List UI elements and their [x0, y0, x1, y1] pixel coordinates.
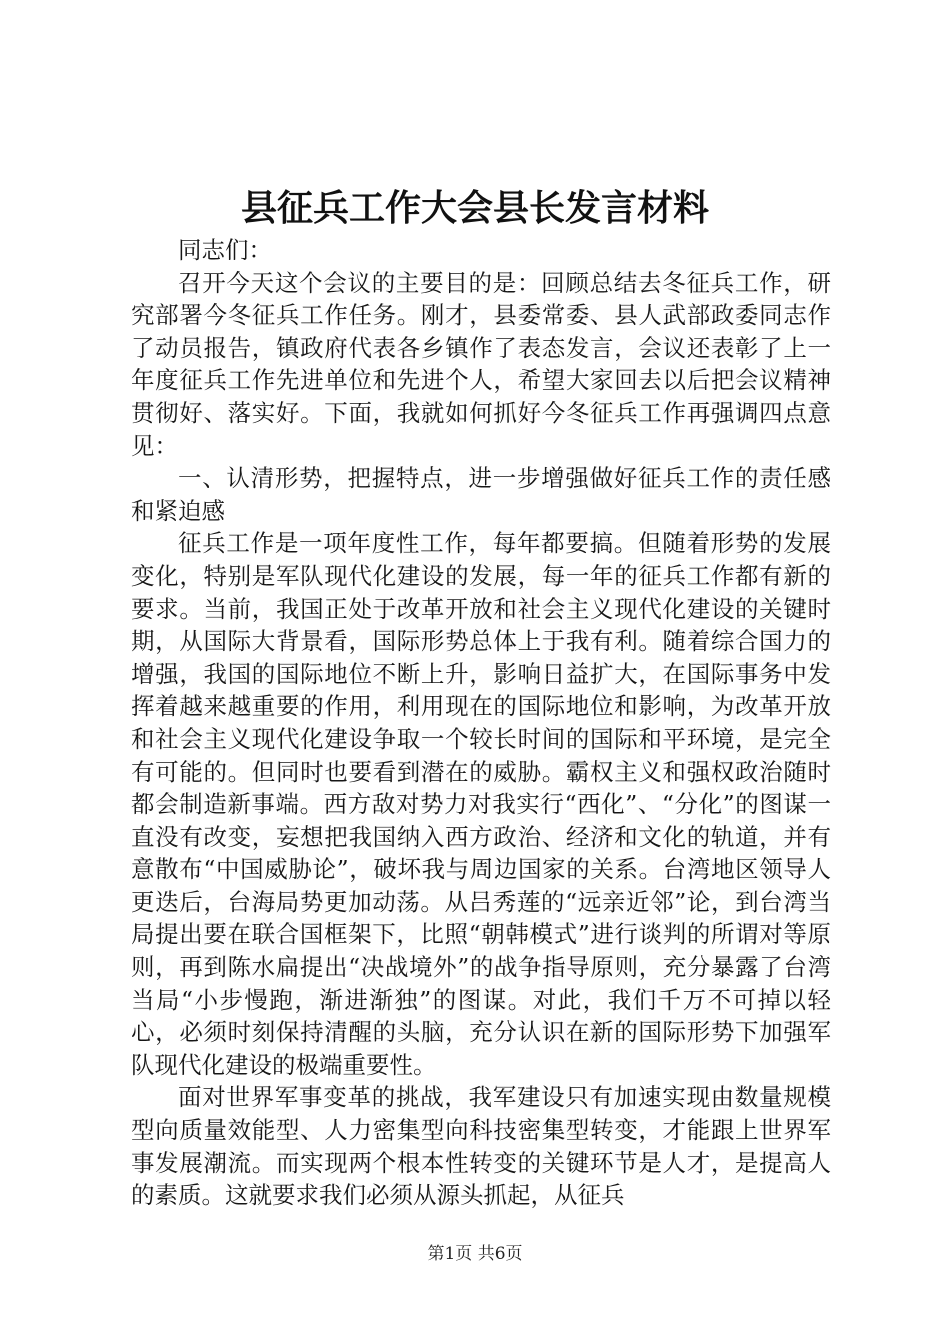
body-paragraph: 召开今天这个会议的主要目的是：回顾总结去冬征兵工作，研究部署今冬征兵工作任务。刚才，县委常委、县人武部政委同志作了动员报告，镇政府代表各乡镇作了表态发言，会议还表彰了上一年度征兵工作先进单位和先进个人，希望大家回去以后把会议精神贯彻好、落实好。下面，我就如何抓好今冬征兵工作再强调四点意见： — [131, 268, 831, 460]
document-title: 县征兵工作大会县长发言材料 — [240, 187, 709, 229]
page-number-footer: 第1页 共6页 — [427, 1244, 523, 1264]
body-paragraph: 征兵工作是一项年度性工作，每年都要搞。但随着形势的发展变化，特别是军队现代化建设的发展，每一年的征兵工作都有新的要求。当前，我国正处于改革开放和社会主义现代化建设的关键时期，从国际大背景看，国际形势总体上于我有利。随着综合国力的增强，我国的国际地位不断上升，影响日益扩大，在国际事务中发挥着越来越重要的作用，利用现在的国际地位和影响，为改革开放和社会主义现代化建设争取一个较长时间的国际和平环境，是完全有可能的。但同时也要看到潜在的威胁。霸权主义和强权政治随时都会制造新事端。西方敌对势力对我实行“西化”、“分化”的图谋一直没有改变，妄想把我国纳入西方政治、经济和文化的轨道，并有意散布“中国威胁论”，破坏我与周边国家的关系。台湾地区领导人更迭后，台海局势更加动荡。从吕秀莲的“远亲近邻”论，到台湾当局提出要在联合国框架下，比照“朝韩模式”进行谈判的所谓对等原则，再到陈水扁提出“决战境外”的战争指导原则，充分暴露了台湾当局“小步慢跑，渐进渐独”的图谋。对此，我们千万不可掉以轻心，必须时刻保持清醒的头脑，充分认识在新的国际形势下加强军队现代化建设的极端重要性。 — [131, 529, 831, 1079]
body-paragraph: 面对世界军事变革的挑战，我军建设只有加速实现由数量规模型向质量效能型、人力密集型向科技密集型转变，才能跟上世界军事发展潮流。而实现两个根本性转变的关键环节是人才，是提高人的素质。这就要求我们必须从源头抓起，从征兵 — [131, 1083, 831, 1210]
document-body — [131, 234, 831, 1212]
section-heading: 一、认清形势，把握特点，进一步增强做好征兵工作的责任感和紧迫感 — [131, 464, 831, 525]
salutation-paragraph: 同志们： — [178, 236, 272, 264]
